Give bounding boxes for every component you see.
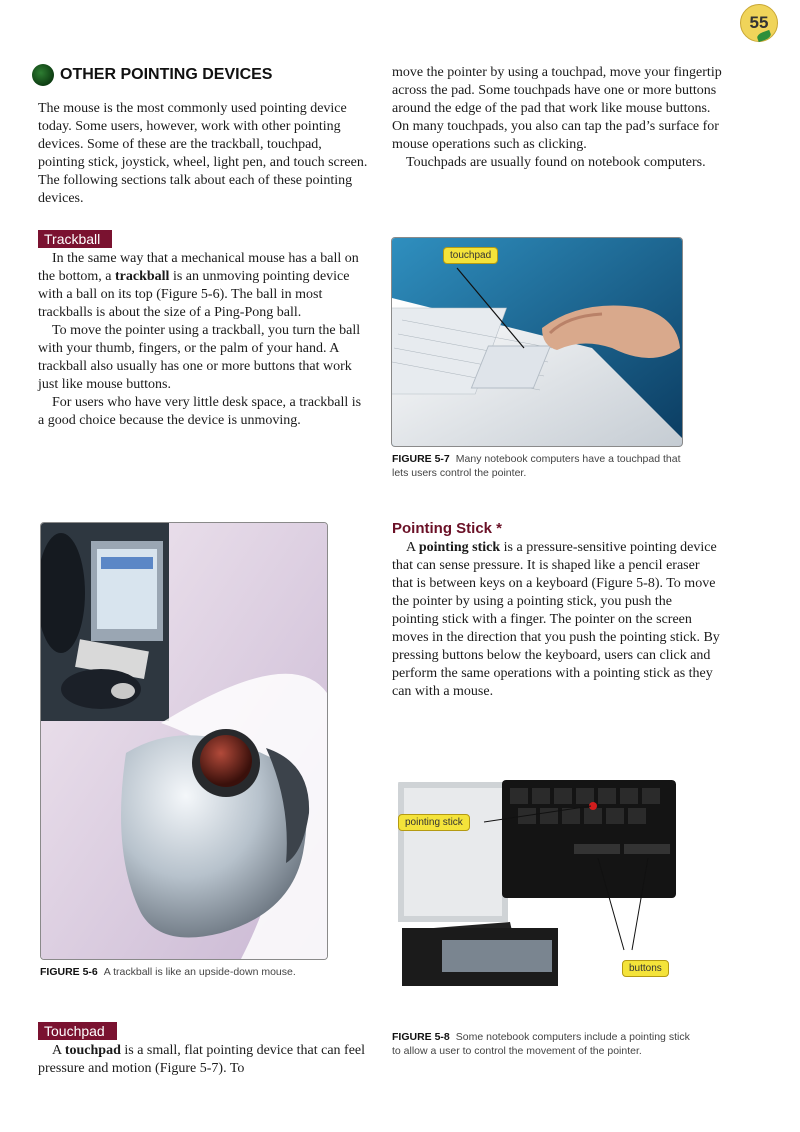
figure-5-8-image xyxy=(398,780,676,986)
term-pointing-stick: pointing stick xyxy=(418,540,501,555)
pointing-stick-illustration xyxy=(398,780,676,986)
left-column xyxy=(38,64,368,430)
touchpad-label: Touchpad xyxy=(38,1022,117,1040)
trackball-illustration xyxy=(41,523,327,959)
section-title: OTHER POINTING DEVICES xyxy=(60,66,273,83)
section-bullet-icon xyxy=(32,64,54,86)
trackball-paragraph-3: For users who have very little desk space, a trackball is a good choice because the device is unmoving. xyxy=(38,395,362,428)
trackball-paragraph-2: To move the pointer using a trackball, you turn the ball with your thumb, fingers, or the palm of your hand. A trackball also usually has one or more buttons that work just like mouse buttons. xyxy=(38,323,361,392)
pointing-stick-callout: pointing stick xyxy=(398,814,470,831)
touchpad-callout: touchpad xyxy=(443,247,498,264)
section-heading xyxy=(32,64,368,86)
intro-paragraph: The mouse is the most commonly used pointing device today. Some users, however, work with other pointing devices. Some of these are the trackball, touchpad, pointing stick, joystick, wheel, light pen, and touch screen. The following sections talk about each of these pointing devices. xyxy=(38,101,368,206)
figure-5-7-image xyxy=(391,237,683,447)
touchpad-continued: move the pointer by using a touchpad, move your fingertip across the pad. Some touchpads have one or more buttons around the edge of the pad that work like mouse buttons. On many touchpads, you also can tap the pad’s surface for mouse operations such as clicking. xyxy=(392,65,722,152)
touchpad-paragraph-1: A touchpad is a small, flat pointing device that can feel pressure and motion (Figure 5-7). To xyxy=(38,1043,366,1076)
buttons-callout: buttons xyxy=(622,960,669,977)
figure-5-7-caption: FIGURE 5-7 Many notebook computers have a touchpad that lets users control the pointer. xyxy=(392,453,681,479)
figure-5-6-image xyxy=(40,522,328,960)
figure-5-8-caption: FIGURE 5-8 Some notebook computers include a pointing stick to allow a user to control the movement of the pointer. xyxy=(392,1031,690,1057)
trackball-label: Trackball xyxy=(38,230,112,248)
trackball-paragraph-1: In the same way that a mechanical mouse has a ball on the bottom, a trackball is an unmoving pointing device with a ball on its top (Figure 5-6). The ball in most trackballs is about the size of a Ping-Pong ball. xyxy=(38,251,359,320)
pointing-stick-section xyxy=(392,520,722,701)
term-touchpad: touchpad xyxy=(64,1043,121,1058)
pointing-stick-heading: Pointing Stick * xyxy=(392,520,503,537)
pointing-stick-paragraph: A pointing stick is a pressure-sensitive pointing device that can sense pressure. It is shaped like a pencil eraser that is between keys on a keyboard (Figure 5-8). To move the pointer by using a pointing stick, you push the pointing stick with a finger. The pointer on the screen moves in the direction that you push the pointing stick. By pressing buttons below the keyboard, users can click and perform the same operations with a pointing stick as they can with a mouse. xyxy=(392,540,720,699)
touchpad-paragraph-2: Touchpads are usually found on notebook computers. xyxy=(406,155,706,170)
term-trackball: trackball xyxy=(115,269,170,284)
page-number: 55 xyxy=(740,4,778,42)
touchpad-section xyxy=(38,1022,368,1078)
touchpad-illustration xyxy=(392,238,682,446)
figure-5-6-caption: FIGURE 5-6 A trackball is like an upside-down mouse. xyxy=(40,966,296,978)
right-column xyxy=(392,64,722,172)
